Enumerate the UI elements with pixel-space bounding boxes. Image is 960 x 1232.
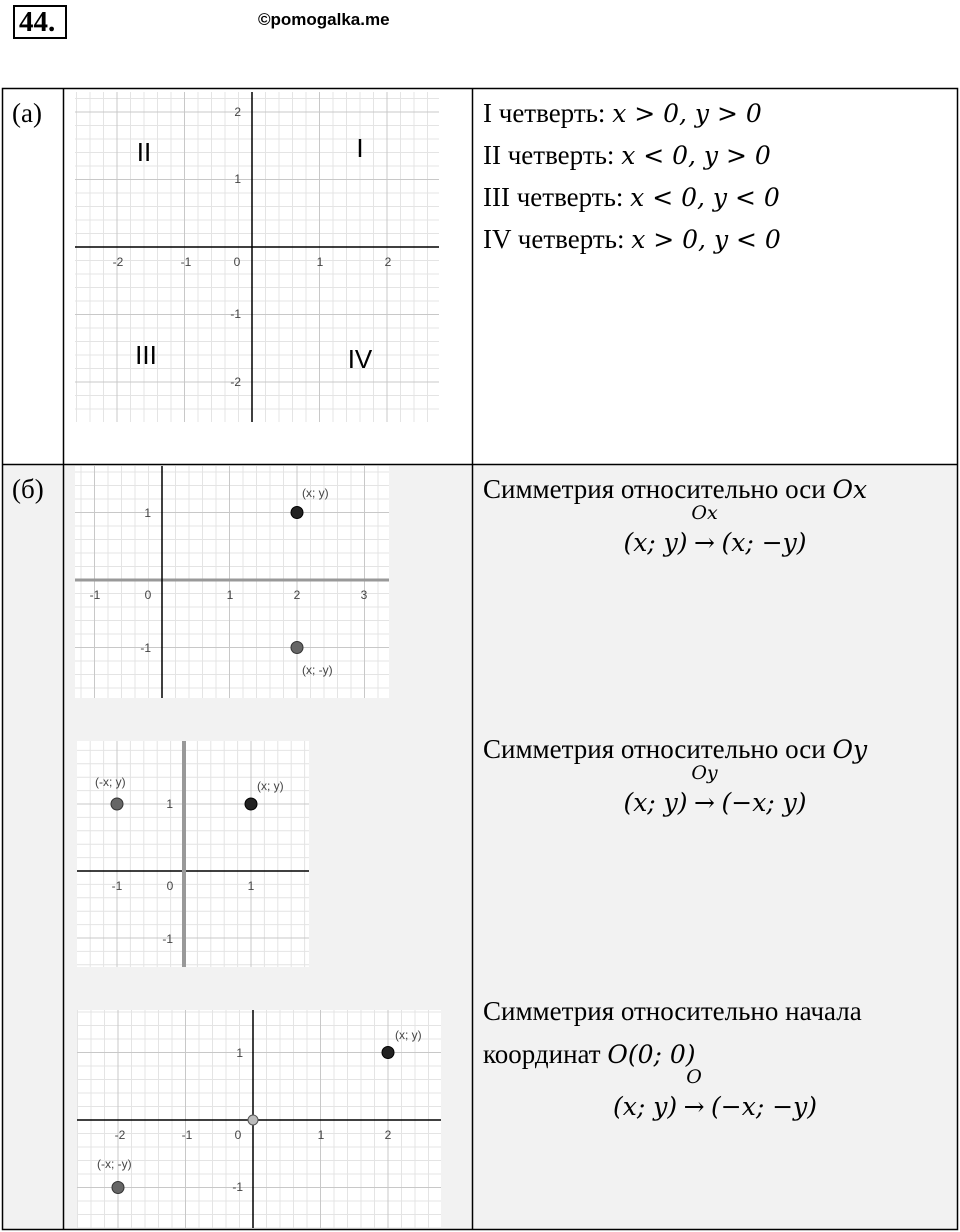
quadrant-i-label: I	[356, 133, 364, 163]
formula-right: (x; −y)	[721, 528, 807, 557]
quadrant-condition: x < 0, y < 0	[630, 183, 780, 212]
problem-number: 44.	[13, 5, 67, 39]
point-x-minus-y	[291, 642, 303, 654]
origin-title-point: O(0; 0)	[607, 1040, 696, 1069]
oy-symmetry-graph	[77, 741, 309, 967]
point-label: (-x; y)	[95, 775, 126, 789]
x-tick-label: -1	[180, 255, 192, 269]
x-tick-label: -1	[89, 588, 101, 602]
point-minus-x-y	[111, 798, 123, 810]
quadrant-line-3	[483, 176, 780, 219]
y-tick-label: 1	[234, 172, 241, 186]
formula-arrow: Ox →	[691, 502, 718, 557]
origin-point	[248, 1115, 258, 1125]
origin-symmetry-graph	[77, 1010, 441, 1228]
quadrant-word: III четверть:	[483, 182, 631, 212]
oy-title-axis: Oy	[832, 735, 868, 764]
point-x-y	[382, 1047, 394, 1059]
y-tick-label: -1	[140, 641, 151, 655]
y-tick-label: -1	[162, 932, 173, 946]
row-b-label: (б)	[12, 474, 44, 504]
arrow-label: Oy	[691, 762, 718, 784]
y-tick-label: 1	[144, 506, 151, 520]
ox-symmetry-graph	[75, 466, 389, 698]
row-b-label-cell	[3, 465, 63, 1229]
origin-title-line2	[483, 1033, 696, 1076]
x-tick-label: 0	[144, 588, 152, 602]
origin-title-line1: Симметрия относительно начала	[483, 996, 862, 1026]
ox-title-words: Симметрия относительно оси	[483, 474, 833, 504]
point-x-y	[245, 798, 257, 810]
oy-formula	[473, 762, 957, 818]
origin-formula	[473, 1066, 957, 1122]
quadrant-word: II четверть:	[483, 140, 622, 170]
x-tick-label: 1	[316, 255, 324, 269]
quadrant-condition: x < 0, y > 0	[621, 141, 771, 170]
formula-left: (x; y)	[612, 1092, 678, 1121]
quadrant-iv-label: IV	[347, 344, 373, 374]
oy-title	[483, 728, 867, 771]
y-tick-label: -2	[230, 375, 241, 389]
point-label: (x; y)	[257, 779, 284, 793]
formula-arrow: Oy →	[691, 762, 718, 817]
point-minus-x-minus-y	[112, 1182, 124, 1194]
arrow-label: O	[686, 1066, 702, 1088]
x-tick-label: 2	[384, 255, 392, 269]
formula-right: (−x; −y)	[711, 1092, 818, 1121]
y-tick-label: -1	[232, 1180, 243, 1194]
x-tick-label: 2	[384, 1128, 392, 1142]
row-a-label: (а)	[12, 98, 42, 128]
origin-title-words: координат	[483, 1039, 608, 1069]
ox-title	[483, 468, 867, 511]
x-tick-label: 1	[226, 588, 234, 602]
quadrant-line-4	[483, 218, 781, 261]
arrow-label: Ox	[691, 502, 718, 524]
x-tick-label: 1	[247, 879, 255, 893]
ox-title-axis: Ox	[832, 475, 868, 504]
y-tick-label: 2	[234, 105, 241, 119]
formula-right: (−x; y)	[721, 788, 807, 817]
formula-left: (x; y)	[623, 788, 688, 817]
x-tick-label: 0	[166, 879, 174, 893]
x-tick-label: -2	[112, 255, 124, 269]
quadrant-iii-label: III	[135, 340, 157, 370]
y-tick-label: 1	[166, 797, 173, 811]
x-tick-label: 3	[360, 588, 368, 602]
site-watermark: ©pomogalka.me	[258, 10, 390, 29]
quadrant-condition: x > 0, y < 0	[631, 225, 781, 254]
y-tick-label: 1	[236, 1046, 243, 1060]
quadrant-word: IV четверть:	[483, 224, 632, 254]
x-tick-label: -2	[114, 1128, 126, 1142]
quadrant-line-2	[483, 134, 771, 177]
x-tick-label: -1	[181, 1128, 193, 1142]
ox-formula	[473, 502, 957, 558]
formula-left: (x; y)	[623, 528, 688, 557]
point-label: (x; y)	[302, 486, 329, 500]
point-label: (x; -y)	[302, 663, 333, 677]
point-label: (-x; -y)	[97, 1157, 132, 1171]
quadrant-word: I четверть:	[483, 98, 613, 128]
formula-arrow: O →	[683, 1066, 705, 1121]
x-tick-label: 0	[233, 255, 241, 269]
quadrant-condition: x > 0, y > 0	[612, 99, 762, 128]
point-label: (x; y)	[395, 1028, 422, 1042]
x-tick-label: 2	[293, 588, 301, 602]
point-x-y	[291, 507, 303, 519]
y-tick-label: -1	[230, 307, 241, 321]
quadrants-graph	[75, 92, 439, 422]
quadrant-line-1	[483, 92, 762, 135]
quadrant-ii-label: II	[136, 137, 152, 167]
x-tick-label: -1	[111, 879, 123, 893]
oy-title-words: Симметрия относительно оси	[483, 734, 833, 764]
x-tick-label: 0	[234, 1128, 242, 1142]
x-tick-label: 1	[317, 1128, 325, 1142]
